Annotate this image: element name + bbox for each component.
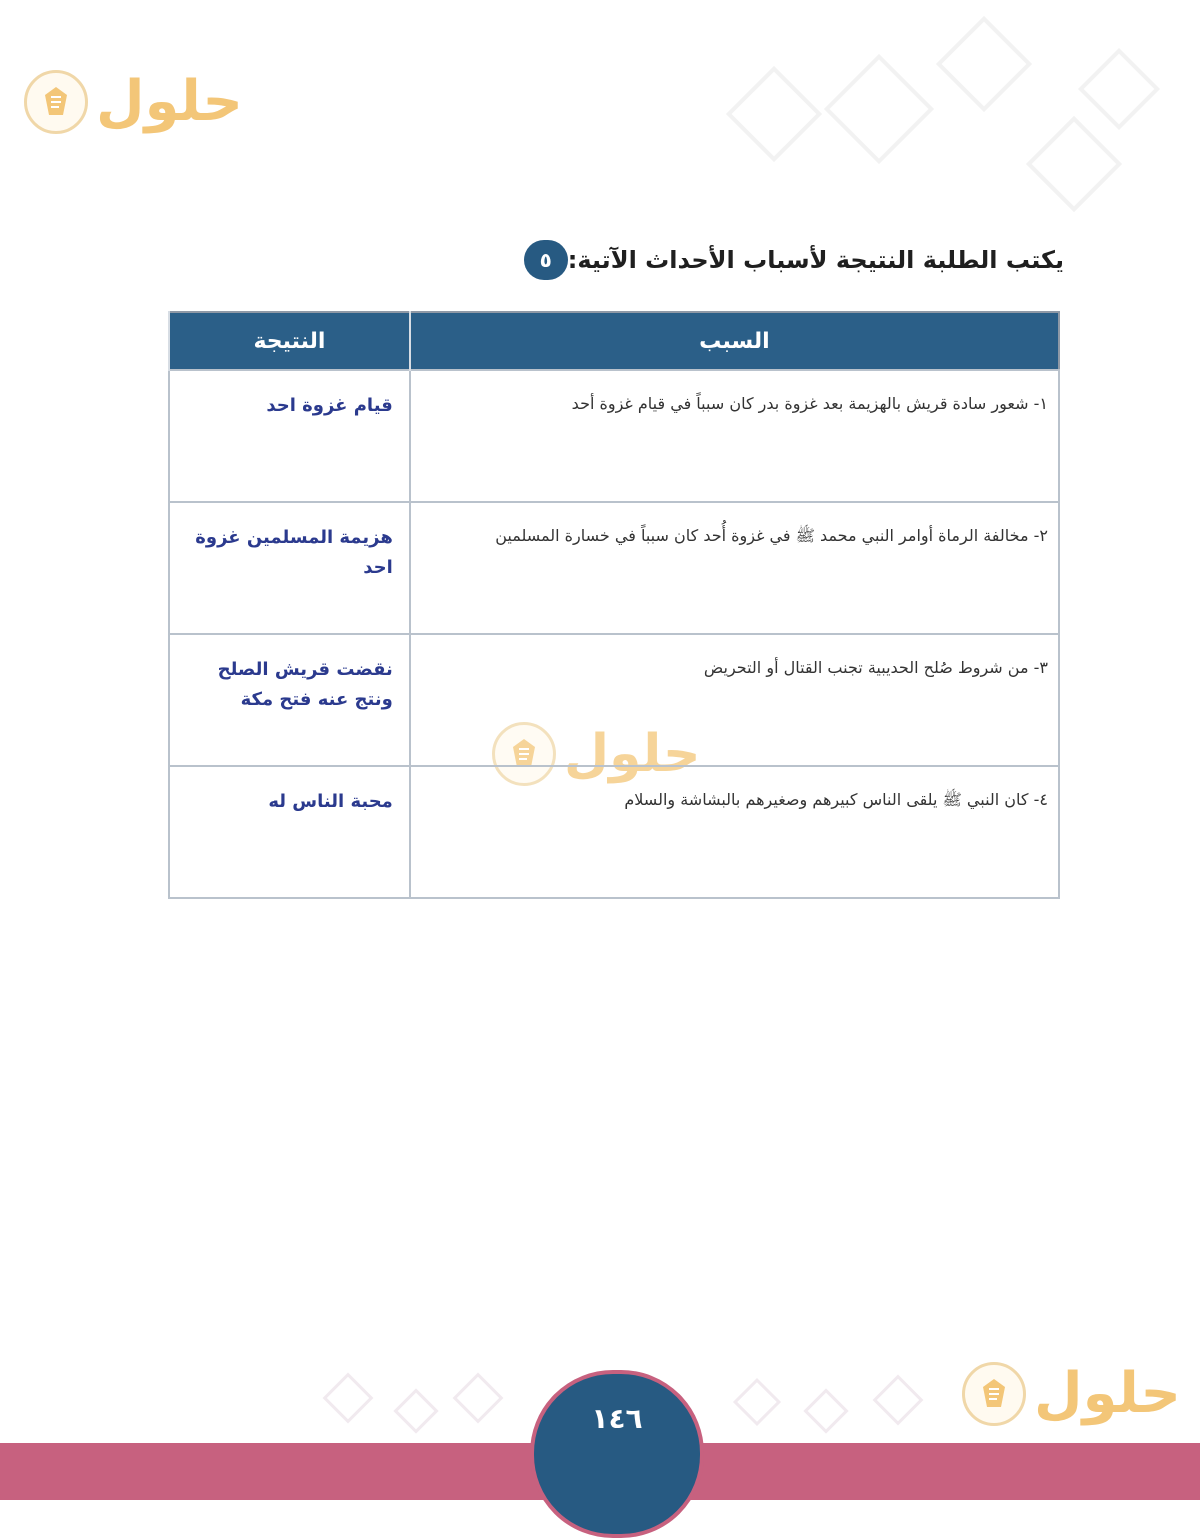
decorative-diamond (453, 1373, 504, 1424)
page-number-badge (530, 1370, 704, 1538)
cause-cell: ٤- كان النبي ﷺ يلقى الناس كبيرهم وصغيرهم بالبشاشة والسلام (410, 766, 1059, 898)
decorative-diamond (936, 16, 1032, 112)
question-text: يكتب الطلبة النتيجة لأسباب الأحداث الآتية: (567, 246, 1064, 274)
book-icon (962, 1362, 1026, 1426)
decorative-diamond (393, 1388, 438, 1433)
column-header-result: النتيجة (169, 312, 410, 370)
result-answer: هزيمة المسلمين غزوة احد (169, 502, 410, 634)
brand-watermark-text: حلول (564, 724, 701, 784)
result-answer: محبة الناس له (169, 766, 410, 898)
cause-cell: ٣- من شروط صُلح الحديبية تجنب القتال أو التحريض (410, 634, 1059, 766)
decorative-diamond (873, 1375, 924, 1426)
table-row (169, 766, 1059, 898)
result-answer: نقضت قريش الصلح ونتج عنه فتح مكة (169, 634, 410, 766)
decorative-diamond (803, 1388, 848, 1433)
table-row (169, 502, 1059, 634)
column-header-cause: السبب (410, 312, 1059, 370)
cause-result-table (168, 311, 1060, 899)
decorative-diamond (1026, 116, 1122, 212)
brand-logo-text: حلول (96, 69, 243, 134)
table-row (169, 370, 1059, 502)
page-number: ١٤٦ (591, 1402, 643, 1435)
cause-cell: ٢- مخالفة الرماة أوامر النبي محمد ﷺ في غزوة أُحد كان سبباً في خسارة المسلمين (410, 502, 1059, 634)
cause-cell: ١- شعور سادة قريش بالهزيمة بعد غزوة بدر كان سبباً في قيام غزوة أحد (410, 370, 1059, 502)
decorative-diamond (1078, 48, 1160, 130)
table-row (169, 634, 1059, 766)
decorative-diamond (733, 1378, 781, 1426)
brand-logo-text: حلول (1034, 1361, 1181, 1426)
result-answer: قيام غزوة احد (169, 370, 410, 502)
book-icon (24, 70, 88, 134)
decorative-diamond (726, 66, 822, 162)
decorative-diamond (824, 54, 934, 164)
decorative-diamond (323, 1373, 374, 1424)
brand-logo (24, 70, 243, 134)
table-header-row (169, 312, 1059, 370)
question-heading (512, 240, 1064, 280)
question-number-badge: ٥ (524, 240, 568, 280)
brand-logo (962, 1362, 1181, 1426)
